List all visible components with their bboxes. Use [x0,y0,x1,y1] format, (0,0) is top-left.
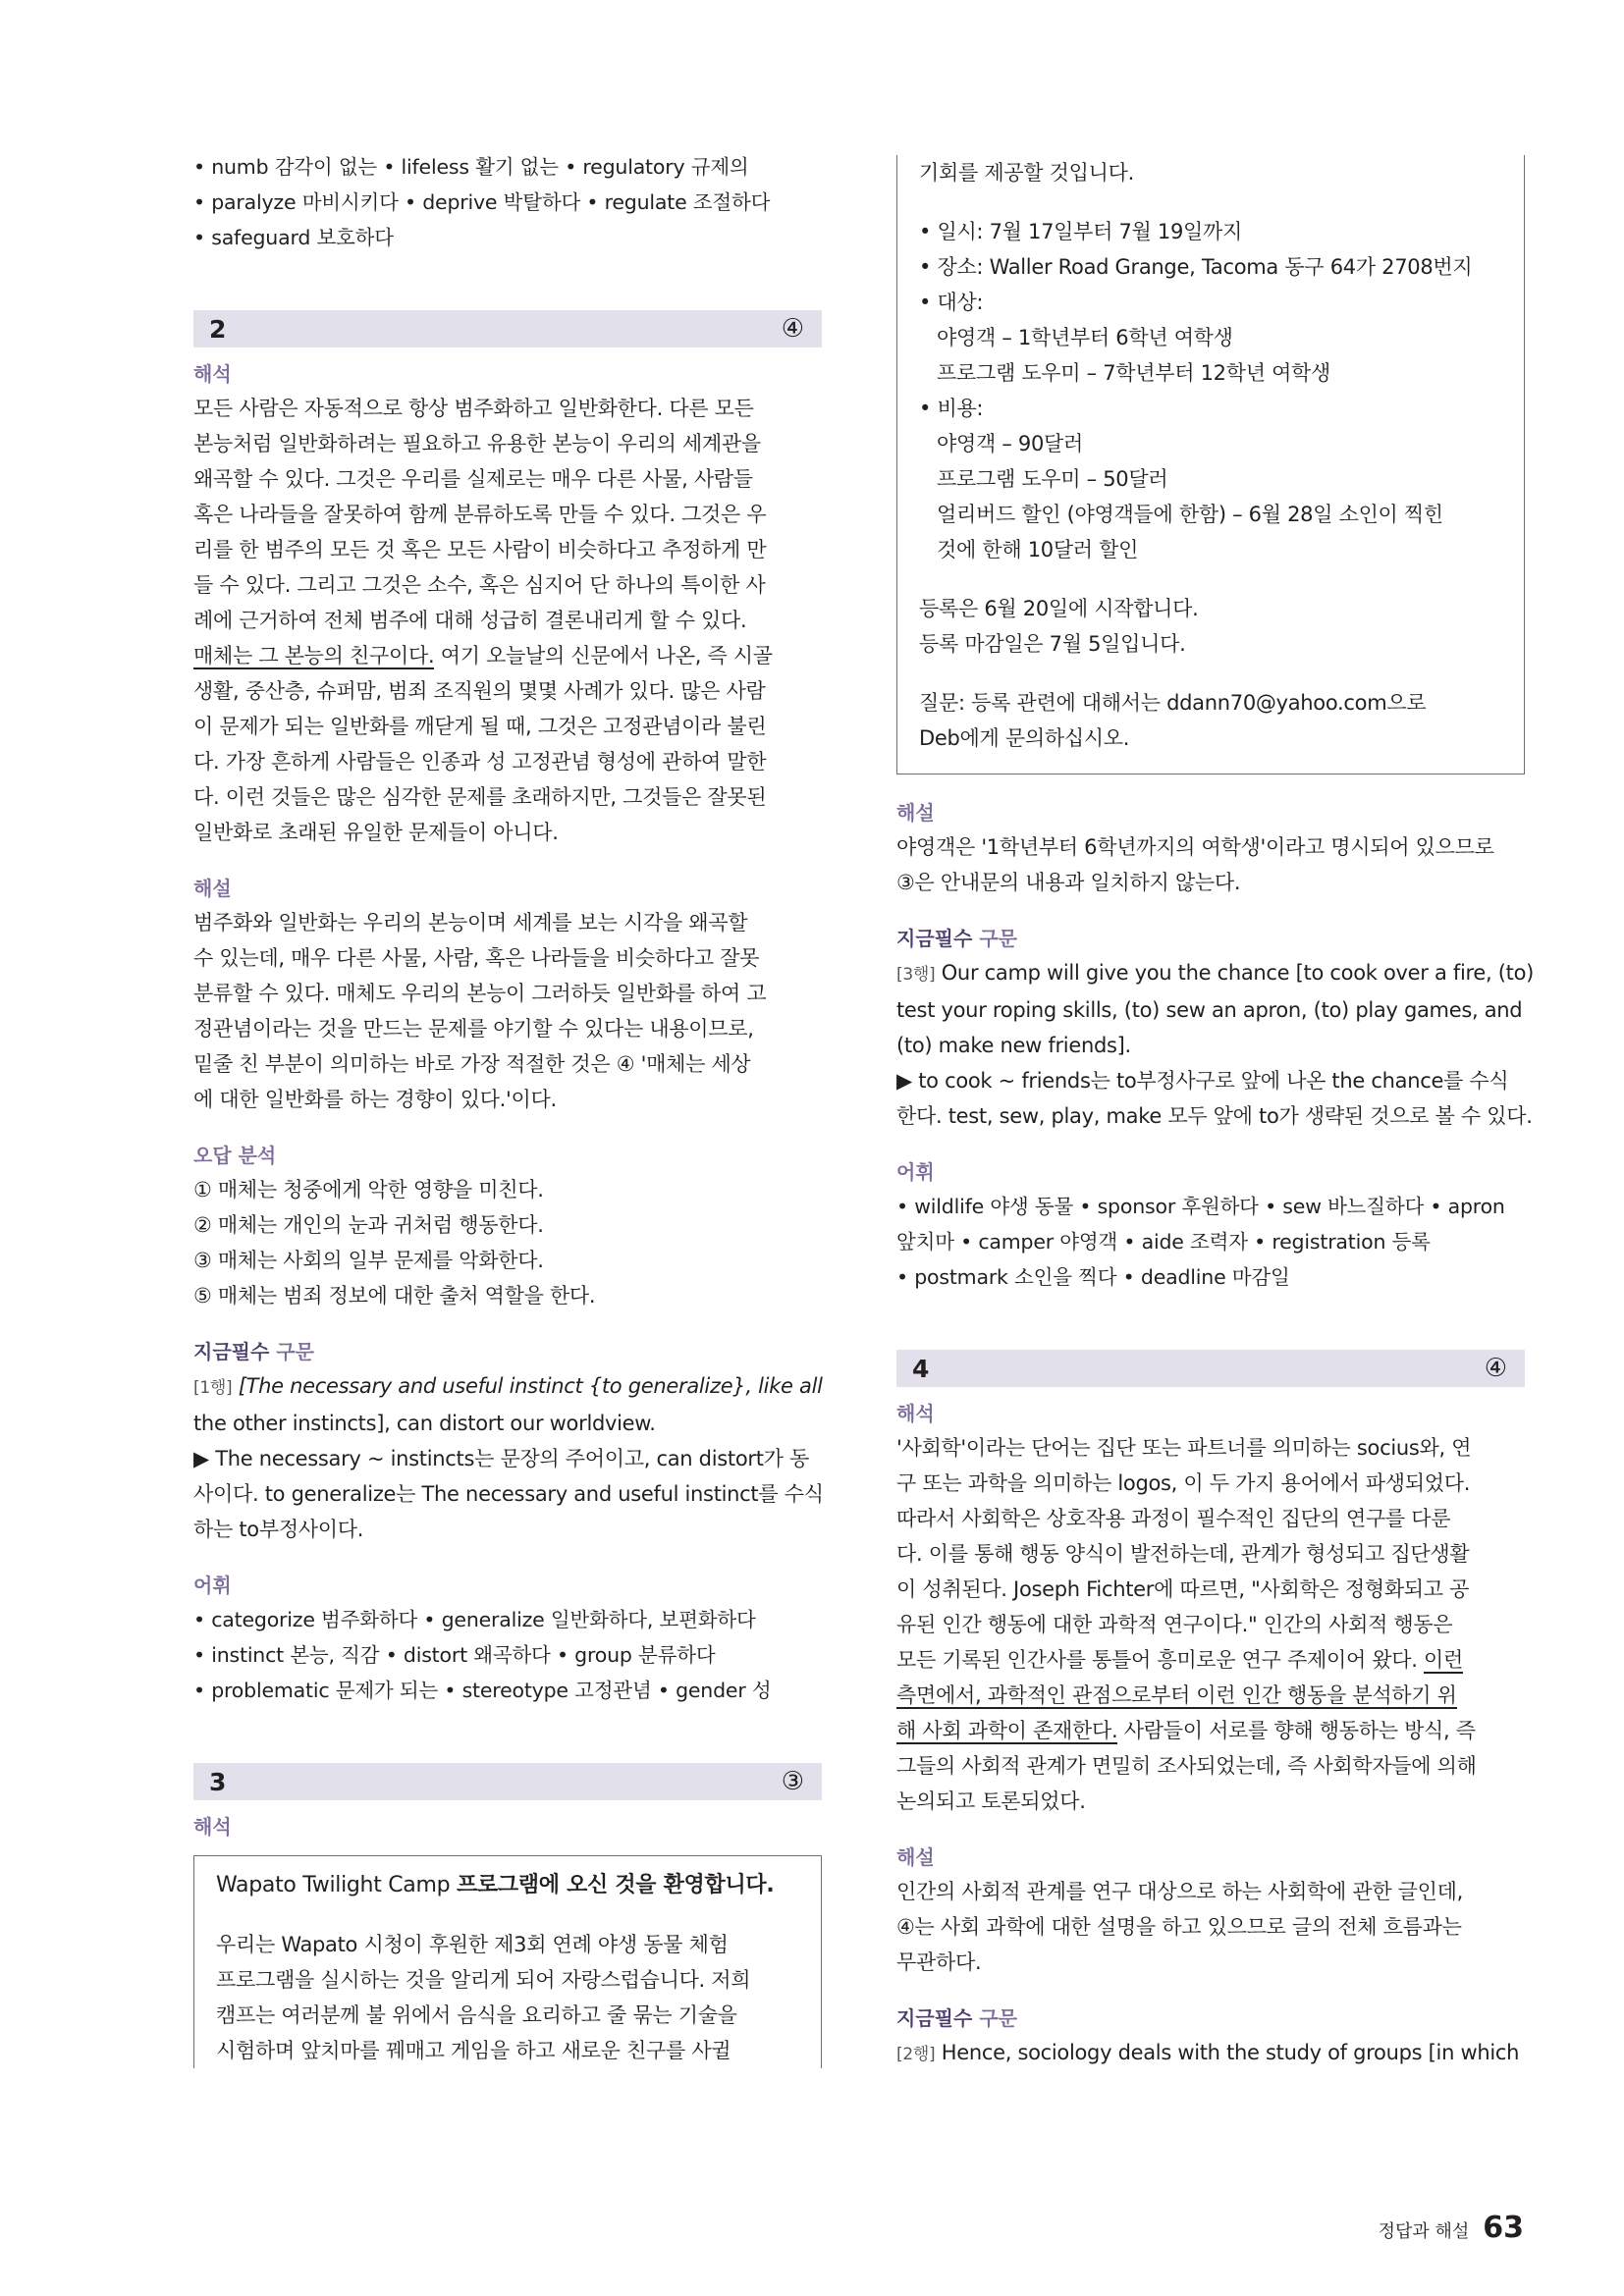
question-number: 2 [209,314,227,344]
text-span: [The necessary and useful instinct {to generalize}, like all [238,1374,823,1398]
translation-label: 해석 [193,1815,232,1839]
text-span: 사람들이 서로를 향해 행동하는 방식, 즉 [1117,1719,1476,1742]
question-number: 4 [912,1354,930,1383]
wrong-answer-label: 오답 분석 [193,1144,277,1167]
text-line: (to) make new friends]. [896,1034,1131,1057]
vocab-top [193,149,822,255]
text-line: ③ 매체는 사회의 일부 문제를 악화한다. [193,1249,544,1272]
structure-label-a: 지금필수 [896,2006,973,2030]
text-line [193,1368,822,1406]
text-line [896,955,1535,992]
text-line: 그들의 사회적 관계가 면밀히 조사되었는데, 즉 사회학자들에 의해 [896,1754,1477,1778]
vocab-line: • numb 감각이 없는 • lifeless 활기 없는 • regulatory 규제의 [193,155,749,179]
page-number: 63 [1483,2211,1524,2245]
vocab-line: 앞치마 • camper 야영객 • aide 조력자 • registration 등록 [896,1230,1431,1254]
text-line: 생활, 중산층, 슈퍼맘, 범죄 조직원의 몇몇 사례가 있다. 많은 사람 [193,679,766,703]
text-line [193,638,822,673]
text-span: Our camp will give you the chance [to cook over a fire, (to) [941,961,1535,985]
text-line: 인간의 사회적 관계를 연구 대상으로 하는 사회학에 관한 글인데, [896,1880,1464,1903]
text-line: 밑줄 친 부분이 의미하는 바로 가장 적절한 것은 ④ '매체는 세상 [193,1052,751,1076]
text-line: • 일시: 7월 17일부터 7월 19일까지 [919,220,1242,243]
structure-label-b: 구문 [269,1340,314,1363]
q4-translation [896,1430,1525,1819]
text-line: 것에 한해 10달러 할인 [937,538,1139,561]
question-4-header [896,1350,1525,1387]
text-line: 례에 근거하여 전체 범주에 대해 성급히 결론내리게 할 수 있다. [193,609,747,632]
text-line: 유된 인간 행동에 대한 과학적 연구이다." 인간의 사회적 행동은 [896,1613,1453,1636]
vocab-line: • problematic 문제가 되는 • stereotype 고정관념 • gender 성 [193,1679,772,1702]
vocab-line: • safeguard 보호하다 [193,226,394,249]
text-line: 얼리버드 할인 (야영객들에 한함) – 6월 28일 소인이 찍힌 [937,503,1443,526]
text-line: the other instincts], can distort our worldview. [193,1412,656,1435]
notice-box-part2 [896,155,1525,774]
text-line: ④는 사회 과학에 대한 설명을 하고 있으므로 글의 전체 흐름과는 [896,1915,1462,1939]
notice-box-part1 [193,1855,822,2068]
text-span: Wapato Twilight Camp [216,1873,457,1897]
text-line: 따라서 사회학은 상호작용 과정이 필수적인 집단의 연구를 다룬 [896,1507,1451,1530]
text-span: 여기 오늘날의 신문에서 나온, 즉 시골 [434,644,773,667]
q4-explanation [896,1874,1525,1980]
text-line: 구 또는 과학을 의미하는 logos, 이 두 가지 용어에서 파생되었다. [896,1471,1471,1495]
vocab-label: 어휘 [896,1160,935,1184]
text-line: Deb에게 문의하십시오. [919,726,1130,750]
text-line: 질문: 등록 관련에 대해서는 ddann70@yahoo.com으로 [919,691,1427,715]
structure-label [896,922,1525,955]
text-line [896,2035,1525,2072]
text-line: 무관하다. [896,1950,982,1974]
text-line [896,1678,1525,1713]
structure-label [193,1335,822,1368]
text-line: 이 문제가 되는 일반화를 깨닫게 될 때, 그것은 고정관념이라 불린 [193,715,767,738]
vocab-line: • instinct 본능, 직감 • distort 왜곡하다 • group 분류하다 [193,1643,716,1667]
text-line: 등록 마감일은 7월 5일입니다. [919,632,1186,656]
structure-label-a: 지금필수 [193,1340,270,1363]
q2-vocab [193,1602,822,1708]
text-line [896,1642,1525,1678]
text-line: ③은 안내문의 내용과 일치하지 않는다. [896,871,1241,894]
question-number: 3 [209,1767,227,1796]
text-line: • 비용: [919,397,984,420]
text-line: 범주화와 일반화는 우리의 본능이며 세계를 보는 시각을 왜곡할 [193,911,748,934]
text-line: 한다. test, sew, play, make 모두 앞에 to가 생략된 것으로 볼 수 있다. [896,1104,1533,1128]
q2-explanation [193,905,822,1117]
text-line: 우리는 Wapato 시청이 후원한 제3회 연례 야생 동물 체험 [216,1933,729,1956]
text-line: 캠프는 여러분께 불 위에서 음식을 요리하고 줄 묶는 기술을 [216,2003,737,2027]
explanation-label: 해설 [896,801,935,825]
text-line: 일반화로 초래된 유일한 문제들이 아니다. [193,821,559,844]
text-line: 논의되고 토론되었다. [896,1789,1086,1813]
translation-label: 해석 [896,1402,935,1425]
text-line: 야영객 – 90달러 [937,432,1084,455]
text-line: 분류할 수 있다. 매체도 우리의 본능이 그러하듯 일반화를 하여 고 [193,982,767,1005]
text-line: 등록은 6월 20일에 시작합니다. [919,597,1199,620]
text-line: 기회를 제공할 것입니다. [919,161,1134,185]
vocab-line: • wildlife 야생 동물 • sponsor 후원하다 • sew 바느질하다 • apron [896,1195,1505,1218]
text-line: 다. 이를 통해 행동 양식이 발전하는데, 관계가 형성되고 집단생활 [896,1542,1470,1566]
question-3-header [193,1763,822,1800]
text-line: 프로그램 도우미 – 7학년부터 12학년 여학생 [937,361,1331,385]
text-line: 다. 가장 흔하게 사람들은 인종과 성 고정관념 형성에 관하여 말한 [193,750,767,774]
line-reference: [3행] [896,965,936,985]
q2-structure [193,1368,822,1547]
text-span: 모든 기록된 인간사를 통틀어 흥미로운 연구 주제이어 왔다. [896,1648,1425,1672]
q2-wrong-answers [193,1172,822,1313]
notice-title [216,1868,799,1903]
text-line: 프로그램을 실시하는 것을 알리게 되어 자랑스럽습니다. 저희 [216,1968,751,1992]
underlined-phrase: 해 사회 과학이 존재한다. [896,1719,1118,1742]
text-line: 혹은 나라들을 잘못하여 함께 분류하도록 만들 수 있다. 그것은 우 [193,503,767,526]
vocab-label: 어휘 [193,1574,232,1597]
text-line: ▶ The necessary ~ instincts는 문장의 주어이고, can distort가 동 [193,1447,809,1470]
text-line: 리를 한 범주의 모든 것 혹은 모든 사람이 비슷하다고 추정하게 만 [193,538,767,561]
text-line: 프로그램 도우미 – 50달러 [937,467,1168,491]
underlined-phrase: 측면에서, 과학적인 관점으로부터 이런 인간 행동을 분석하기 위 [896,1683,1457,1707]
answer-mark: ④ [781,314,804,344]
text-line: • 대상: [919,291,984,314]
text-line: 에 대한 일반화를 하는 경향이 있다.'이다. [193,1088,557,1111]
question-2-header [193,310,822,347]
explanation-label: 해설 [193,877,232,900]
text-span: 프로그램에 오신 것을 환영합니다. [456,1873,775,1897]
line-reference: [1행] [193,1378,233,1398]
vocab-line: • postmark 소인을 찍다 • deadline 마감일 [896,1265,1290,1289]
text-line: 야영객은 '1학년부터 6학년까지의 여학생'이라고 명시되어 있으므로 [896,835,1494,859]
answer-mark: ④ [1484,1354,1507,1383]
left-column [193,149,822,2068]
text-line: • 장소: Waller Road Grange, Tacoma 동구 64가 2708번지 [919,255,1473,279]
q3-structure [896,955,1535,1134]
q2-translation [193,391,822,850]
text-line: 야영객 – 1학년부터 6학년 여학생 [937,326,1233,349]
text-line: 사이다. to generalize는 The necessary and useful instinct를 수식 [193,1482,824,1506]
text-line: ② 매체는 개인의 눈과 귀처럼 행동한다. [193,1213,544,1237]
text-line: 다. 이런 것들은 많은 심각한 문제를 초래하지만, 그것들은 잘못된 [193,785,767,809]
structure-label-b: 구문 [972,927,1017,950]
page-footer [1379,2211,1524,2245]
explanation-label: 해설 [896,1845,935,1869]
text-line: 왜곡할 수 있다. 그것은 우리를 실제로는 매우 다른 사물, 사람들 [193,467,753,491]
text-line: '사회학'이라는 단어는 집단 또는 파트너를 의미하는 socius와, 연 [896,1436,1472,1460]
underlined-phrase: 이런 [1424,1648,1464,1672]
text-line: 본능처럼 일반화하려는 필요하고 유용한 본능이 우리의 세계관을 [193,432,761,455]
text-line: ⑤ 매체는 범죄 정보에 대한 출처 역할을 한다. [193,1284,596,1308]
q3-vocab [896,1189,1525,1295]
text-line: ① 매체는 청중에게 악한 영향을 미친다. [193,1178,544,1201]
footer-label: 정답과 해설 [1378,2221,1470,2242]
text-line: test your roping skills, (to) sew an apron, (to) play games, and [896,998,1523,1022]
text-line: 하는 to부정사이다. [193,1518,364,1541]
right-column [896,155,1535,2072]
underlined-phrase: 매체는 그 본능의 친구이다. [193,644,435,667]
text-line [896,1713,1525,1748]
translation-label: 해석 [193,362,232,386]
text-line: 시험하며 앞치마를 꿰매고 게임을 하고 새로운 친구를 사귈 [216,2039,731,2062]
text-line: 들 수 있다. 그리고 그것은 소수, 혹은 심지어 단 하나의 특이한 사 [193,573,766,597]
text-line: 수 있는데, 매우 다른 사물, 사람, 혹은 나라들을 비슷하다고 잘못 [193,946,760,970]
text-line: 정관념이라는 것을 만드는 문제를 야기할 수 있다는 내용이므로, [193,1017,754,1041]
answer-mark: ③ [781,1767,804,1796]
structure-label [896,2002,1525,2035]
q3-explanation [896,829,1525,900]
structure-label-b: 구문 [972,2006,1017,2030]
text-line: 모든 사람은 자동적으로 항상 범주화하고 일반화한다. 다른 모든 [193,397,754,420]
vocab-line: • paralyze 마비시키다 • deprive 박탈하다 • regulate 조절하다 [193,190,771,214]
text-span: Hence, sociology deals with the study of groups [in which [941,2041,1520,2064]
text-line: 이 성취된다. Joseph Fichter에 따르면, "사회학은 정형화되고 공 [896,1577,1470,1601]
line-reference: [2행] [896,2045,936,2064]
structure-label-a: 지금필수 [896,927,973,950]
text-line: ▶ to cook ~ friends는 to부정사구로 앞에 나온 the chance를 수식 [896,1069,1509,1093]
vocab-line: • categorize 범주화하다 • generalize 일반화하다, 보편화하다 [193,1608,756,1631]
